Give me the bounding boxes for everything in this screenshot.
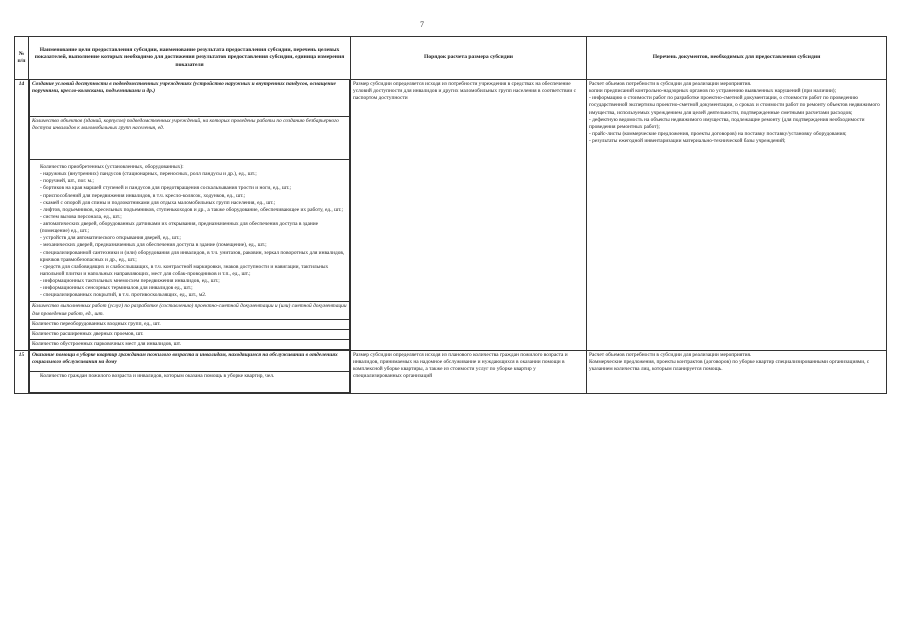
indicator: Количество граждан пожилого возраста и инвалидов, которым оказана помощь в уборке квартир, чел. <box>30 372 350 393</box>
table-row-14 <box>15 80 887 351</box>
goal-cell <box>29 80 351 351</box>
list-item: - механических дверей, предназначенных для обеспечения доступа в здание (помещение), ед., шт.; <box>40 242 267 249</box>
list-item: - специализированных покрытий, в т.ч. противоскользящих, ед., шт., м2. <box>40 292 207 299</box>
docs-cell <box>587 351 887 394</box>
header-docs: Перечень документов, необходимых для предоставления субсидии <box>587 37 887 80</box>
goal-title: Оказание помощи в уборке квартир гражданам пожилого возраста и инвалидам, находящимся на обслуживании в отделениях социального обслуживания на дому <box>30 351 350 372</box>
table-row-15 <box>15 351 887 394</box>
indicator-objects: Количество объектов (зданий, корпусов) подведомственных учреждений, на которых проведены работы по созданию безбарьерного доступа инвалидов к маломобильных групп населения, ед. <box>30 117 350 160</box>
order-cell: Размер субсидии определяется исходя из планового количества граждан пожилого возраста и инвалидов, принимаемых на надомное обслуживание и нуждающихся в оказании помощи в комплексной уборке квартиры, а также из стоимости услуг по уборке квартир у специализированных организаций <box>351 351 587 394</box>
doc-list-item: Расчет объемов потребности в субсидии для реализации мероприятия. <box>589 81 752 87</box>
purchased-list <box>30 160 350 302</box>
header-num: № п/п <box>15 37 29 80</box>
header-order: Порядок расчета размера субсидии <box>351 37 587 80</box>
goal-cell <box>29 351 351 394</box>
page-number: 7 <box>420 20 424 29</box>
doc-list-item: - результаты ежегодной инвентаризации материально-технической базы учреждений; <box>589 138 786 144</box>
list-item: - лифтов, подъемников, кресельных подъемников, ступенькоходов и др., а также оборудование, обеспечивающее их работу, ед., шт.; <box>40 206 344 213</box>
list-item: - приспособлений для передвижения инвалидов, в т.ч. кресло-колясок, ходунков, ед., шт.; <box>40 192 246 199</box>
doc-list-item: копии предписаний контрольно-надзорных органов по устранению выявленных нарушений (при наличии); <box>589 88 837 95</box>
indicator-entrances: Количество переоборудованных входных групп, ед., шт. <box>30 319 350 329</box>
doc-list-item: Коммерческие предложения, проекты контрактов (договоров) по уборке квартир специализированными организациями, с указанием количества лиц, которым планируется помощь. <box>589 359 870 373</box>
row-number: 15 <box>15 351 29 394</box>
indicator-works: Количество выполненных работ (услуг) по разработке (составлению) проектно-сметной документации и (или) сметной документации для проведения работ, ед., шт. <box>30 302 350 319</box>
list-item: - скамей с опорой для спины и подлокотниками для отдыха маломобильных групп населения, ед., шт.; <box>40 199 276 206</box>
table-header-row <box>15 37 887 80</box>
list-item: - бортиков на края маршей ступеней и пандусов для предотвращения соскальзывания трости и ноги, ед., шт.; <box>40 185 291 192</box>
doc-list-item: Расчет объемов потребности в субсидии для реализации мероприятия. <box>589 352 752 358</box>
indicator-doors: Количество расширенных дверных проемов, шт. <box>30 329 350 339</box>
list-item: - специализированной сантехники и (или) оборудования для инвалидов, в т.ч. унитазов, раковин, зеркал поворотных для инвалидов, крючков травмобезопасных и др., ед., шт.; <box>40 249 345 263</box>
list-item: Количество приобретенных (установленных, оборудованных): <box>40 164 184 170</box>
list-item: - устройств для автоматического открывания дверей, ед., шт.; <box>40 235 181 242</box>
subsidy-table <box>14 36 887 394</box>
doc-list-item: - дефектную ведомость на объекты недвижимого имущества, подлежащие ремонту (для подтверждения необходимости проведения ремонтных работ); <box>589 116 865 130</box>
header-goal: Наименование цели предоставления субсидии, наименование результата предоставления субсидии, перечень целевых показателей, выполнение которых необходимо для достижения результатов предоставления субсидии, единица измерения показателя <box>29 37 351 80</box>
list-item: - наружных (внутренних) пандусов (стационарных, переносных, ролл пандусы и др.), ед., шт.; <box>40 171 257 178</box>
docs-cell <box>587 80 887 351</box>
list-item: - информационных сенсорных терминалов для инвалидов ед., шт.; <box>40 285 193 292</box>
list-item: - информационных тактильных мнемосхем передвижения инвалидов, ед., шт.; <box>40 278 220 284</box>
order-cell: Размер субсидии определяется исходя из потребности учреждения в средствах на обеспечение условий доступности для инвалидов и других маломобильных групп населения в соответствии с паспортом доступности <box>351 80 587 351</box>
goal-title: Создание условий доступности в подведомственных учреждениях (устройство наружных и внутренних пандусов, оснащение поручнями, кресло-колясками, подъемниками и др.) <box>30 80 350 117</box>
row-number: 14 <box>15 80 29 351</box>
doc-list-item: - информацию о стоимости работ по разработке проектно-сметной документации, о стоимости работ по проведению государственной экспертизы проектно-сметной документации, о сроках и стоимости работ по ремонту объектов недвижимого имущества, используемых учреждением для целей деятельности, подтвержденные сметными расчетами расходов; <box>589 95 880 116</box>
list-item: - систем вызова персонала, ед., шт.; <box>40 213 122 220</box>
indicator-parking: Количество обустроенных парковочных мест для инвалидов, шт. <box>30 339 350 349</box>
list-item: - автоматических дверей, оборудованных датчиками их открывания, предназначенных для обеспечения доступа в здание (помещение) ед., шт.; <box>40 221 319 235</box>
list-item: - поручней, шт., пог. м.; <box>40 178 94 185</box>
list-item: - средств для слабовидящих и слабослышащих, в т.ч. контрастной маркировки, знаков доступности и навигации, тактильных напольной плитки и напольных направляющих, мест для собак-проводников и т.п., ед., шт.; <box>40 263 329 277</box>
doc-list-item: - прайс-листы (коммерческие предложения, проекты договоров) на поставку поставку/установку оборудования; <box>589 130 847 137</box>
